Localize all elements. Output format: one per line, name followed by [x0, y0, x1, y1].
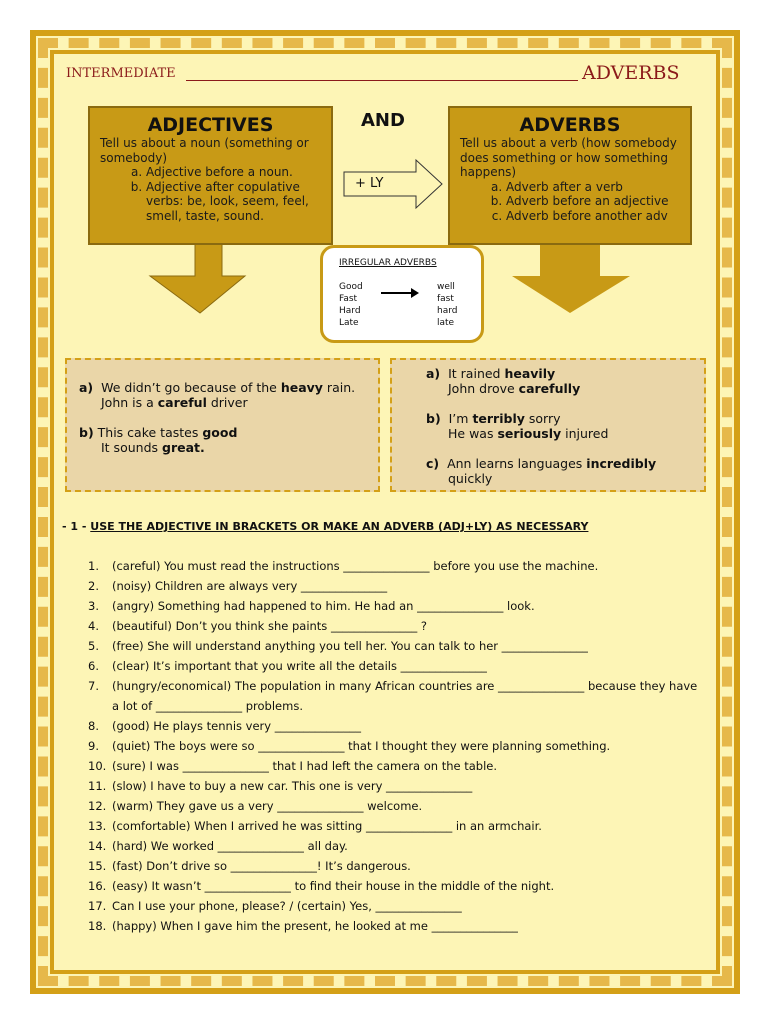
adverbs-down-arrow	[512, 244, 630, 313]
list-item: hard	[437, 306, 458, 316]
example-c-line2: quickly	[448, 471, 493, 486]
example-a-line2: John is a careful driver	[101, 395, 248, 410]
topic-title: ADVERBS	[582, 62, 680, 84]
example-b-line1: b) I’m terribly sorry	[426, 411, 561, 426]
list-item: 16. (easy) It wasn’t _______________ to find their house in the middle of the night.	[88, 879, 555, 893]
list-item: 4. (beautiful) Don’t you think she paints _______________ ?	[88, 619, 427, 633]
adverbs-title: ADVERBS	[519, 114, 621, 136]
adjectives-box	[88, 106, 333, 245]
example-a-line1: a) We didn’t go because of the heavy rain.	[79, 380, 356, 395]
list-item: late	[437, 318, 455, 328]
list-item: Good	[339, 282, 363, 292]
list-item: 7. (hungry/economical) The population in many African countries are _______________ because they have a lot of _______________ problems.	[88, 679, 698, 713]
list-item: b. Adjective after copulative verbs: be, look, seem, feel, smell, taste, sound.	[146, 180, 321, 224]
adjectives-list	[100, 165, 321, 223]
level-label: INTERMEDIATE	[66, 66, 176, 81]
list-item: 2. (noisy) Children are always very _______________	[88, 579, 388, 593]
list-item: 11. (slow) I have to buy a new car. This one is very _______________	[88, 779, 473, 793]
example-a-line2: John drove carefully	[448, 381, 581, 396]
list-item: 17. Can I use your phone, please? / (certain) Yes, _______________	[88, 899, 462, 913]
list-item: Fast	[339, 294, 358, 304]
list-item: 3. (angry) Something had happened to him. He had an _______________ look.	[88, 599, 535, 613]
list-item: a. Adjective before a noun.	[146, 165, 321, 180]
adverbs-list	[460, 180, 680, 224]
list-item: well	[437, 282, 455, 292]
list-item: 15. (fast) Don’t drive so _______________! It’s dangerous.	[88, 859, 411, 873]
and-label: AND	[361, 110, 405, 131]
example-c-line1: c) Ann learns languages incredibly	[426, 456, 657, 471]
adverbs-box	[448, 106, 692, 245]
list-item: fast	[437, 294, 454, 304]
example-a-line1: a) It rained heavily	[426, 366, 556, 381]
list-item: 10. (sure) I was _______________ that I had left the camera on the table.	[88, 759, 498, 773]
exercise-questions	[66, 556, 706, 936]
adverb-examples-box	[390, 358, 706, 492]
adjectives-down-arrow	[150, 244, 245, 313]
list-item: b. Adverb before an adjective	[506, 194, 680, 209]
plus-ly-label: + LY	[355, 176, 384, 191]
example-b-line2: He was seriously injured	[448, 426, 609, 441]
list-item: 13. (comfortable) When I arrived he was sitting _______________ in an armchair.	[88, 819, 542, 833]
exercise-instruction: - 1 - USE THE ADJECTIVE IN BRACKETS OR MAKE AN ADVERB (ADJ+LY) AS NECESSARY	[62, 520, 589, 533]
irregular-adjectives	[339, 281, 363, 329]
list-item: 5. (free) She will understand anything you tell her. You can talk to her _______________	[88, 639, 588, 653]
list-item: 6. (clear) It’s important that you write all the details _______________	[88, 659, 487, 673]
example-b-line1: b) This cake tastes good	[79, 425, 238, 440]
list-item: 9. (quiet) The boys were so _______________ that I thought they were planning something.	[88, 739, 611, 753]
adverbs-description: Tell us about a verb (how somebody does something or how something happens)	[460, 136, 677, 179]
adjectives-title: ADJECTIVES	[147, 114, 274, 136]
irregular-adverbs-box	[320, 245, 484, 343]
list-item: 1. (careful) You must read the instructions _______________ before you use the machine.	[88, 559, 599, 573]
list-item: 18. (happy) When I gave him the present, he looked at me _______________	[88, 919, 518, 933]
list-item: a. Adverb after a verb	[506, 180, 680, 195]
adjective-examples-box	[65, 358, 380, 492]
list-item: Late	[339, 318, 359, 328]
arrow-right-icon	[381, 288, 419, 298]
list-item: 12. (warm) They gave us a very _______________ welcome.	[88, 799, 423, 813]
irregular-title: IRREGULAR ADVERBS	[339, 258, 437, 268]
adjectives-description: Tell us about a noun (something or somebody)	[100, 136, 309, 165]
list-item: c. Adverb before another adv	[506, 209, 680, 224]
example-b-line2: It sounds great.	[101, 440, 205, 455]
list-item: 14. (hard) We worked _______________ all day.	[88, 839, 348, 853]
irregular-adverb-forms	[437, 281, 457, 329]
list-item: 8. (good) He plays tennis very _______________	[88, 719, 361, 733]
list-item: Hard	[339, 306, 361, 316]
